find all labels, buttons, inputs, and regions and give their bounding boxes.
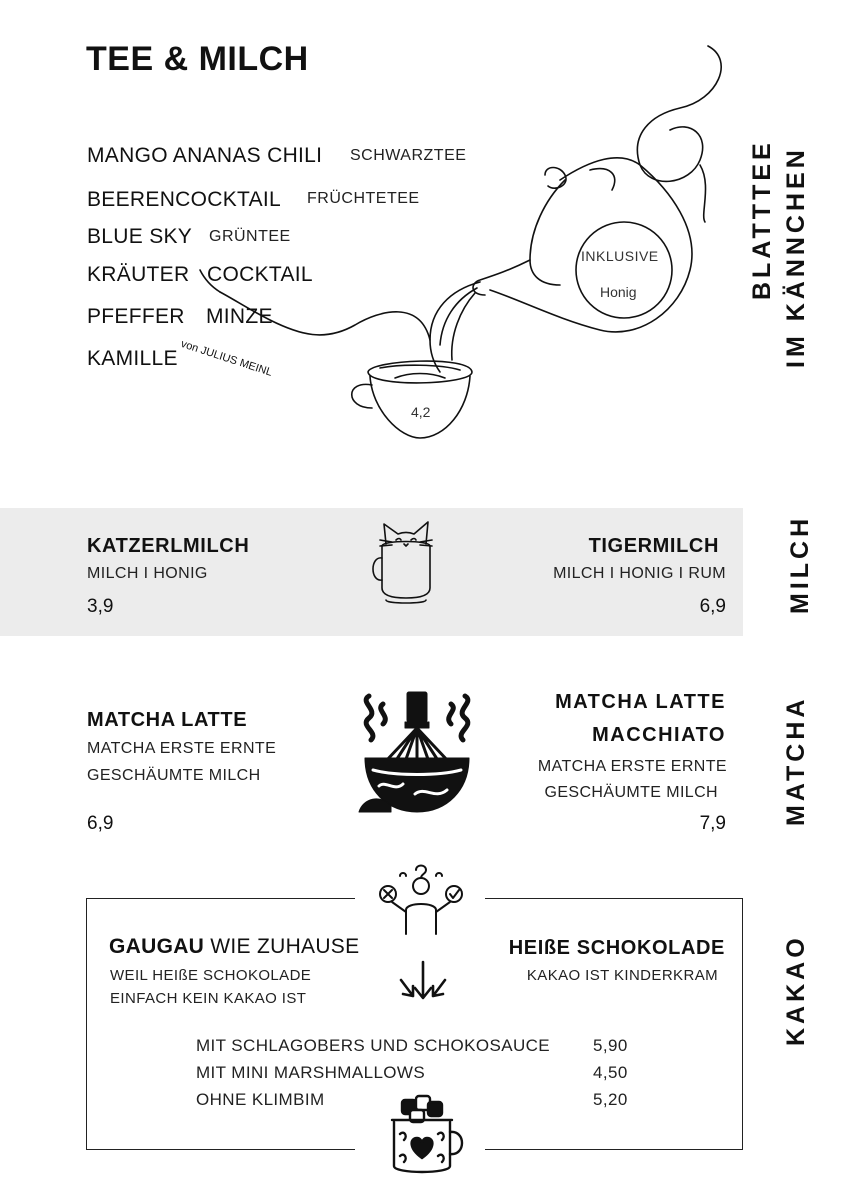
matcha-left-desc-2: GESCHÄUMTE MILCH: [87, 767, 261, 784]
kakao-option-label: MIT SCHLAGOBERS UND SCHOKOSAUCE: [196, 1036, 551, 1055]
matcha-right-name-1: MATCHA LATTE: [555, 691, 726, 713]
tea-item-type: SCHWARZTEE: [350, 147, 467, 164]
teapot-pouring-icon: [0, 0, 845, 460]
matcha-bowl-whisk-icon: [355, 690, 480, 815]
matcha-left-desc-1: MATCHA ERSTE ERNTE: [87, 740, 277, 757]
kakao-left-name-bold: GAUGAU: [109, 935, 205, 958]
milch-right-desc: MILCH I HONIG I RUM: [553, 565, 726, 582]
milch-left-desc: MILCH I HONIG: [87, 565, 208, 582]
tea-item-name: BEERENCOCKTAIL: [87, 188, 282, 211]
side-label-im-kaennchen: IM KÄNNCHEN: [782, 146, 810, 368]
side-label-milch: MILCH: [786, 514, 814, 614]
matcha-left-name: MATCHA LATTE: [87, 709, 248, 731]
milch-right-name: TIGERMILCH: [588, 535, 719, 557]
kakao-left-name-rest: WIE ZUHAUSE: [204, 935, 360, 958]
matcha-right-price: 7,9: [699, 813, 726, 834]
tea-item-name: KAMILLE: [87, 347, 178, 370]
thinking-person-icon: [376, 860, 466, 936]
kakao-left-name: [109, 935, 359, 959]
matcha-right-name-2: MACCHIATO: [592, 724, 726, 746]
kakao-right-desc: KAKAO IST KINDERKRAM: [526, 967, 718, 984]
tea-item-name: BLUE SKY: [87, 225, 193, 248]
arrows-down-icon: [397, 960, 449, 1002]
kakao-option-price: 5,20: [593, 1090, 628, 1109]
inclusive-label: INKLUSIVE: [581, 248, 659, 264]
kakao-option-label: MIT MINI MARSHMALLOWS: [196, 1063, 426, 1082]
page-title: TEE & MILCH: [86, 40, 309, 78]
kakao-option-price: 4,50: [593, 1063, 628, 1082]
milch-right-price: 6,9: [699, 596, 726, 617]
kakao-option-price: 5,90: [593, 1036, 628, 1055]
brand-note: von JULIUS MEINL: [179, 338, 274, 379]
kakao-left-desc-1: WEIL HEIßE SCHOKOLADE: [110, 967, 312, 984]
tea-item-name: KRÄUTER: [87, 263, 190, 286]
kakao-option-label: OHNE KLIMBIM: [196, 1090, 325, 1109]
tea-item-name-2: COCKTAIL: [207, 263, 313, 286]
side-label-kakao: KAKAO: [782, 934, 810, 1046]
inclusive-item: Honig: [600, 284, 637, 300]
tea-price: 4,2: [411, 404, 431, 420]
matcha-right-desc-2: GESCHÄUMTE MILCH: [544, 784, 718, 801]
tea-item-name: MANGO ANANAS CHILI: [87, 144, 323, 167]
hot-chocolate-mug-icon: [386, 1094, 468, 1178]
tea-item-type: GRÜNTEE: [209, 228, 291, 245]
matcha-right-desc-1: MATCHA ERSTE ERNTE: [537, 758, 727, 775]
tea-item-name-2: MINZE: [206, 305, 273, 328]
matcha-left-price: 6,9: [87, 813, 114, 834]
tea-item-type: FRÜCHTETEE: [307, 190, 420, 207]
side-label-matcha: MATCHA: [782, 695, 810, 826]
tea-item-name: PFEFFER: [87, 305, 185, 328]
kakao-left-desc-2: EINFACH KEIN KAKAO IST: [110, 990, 307, 1007]
side-label-blatttee: BLATTTEE: [748, 139, 776, 300]
milch-left-name: KATZERLMILCH: [87, 535, 250, 557]
cat-latte-icon: [366, 518, 446, 604]
milch-left-price: 3,9: [87, 596, 114, 617]
kakao-right-name: HEIßE SCHOKOLADE: [508, 937, 725, 959]
